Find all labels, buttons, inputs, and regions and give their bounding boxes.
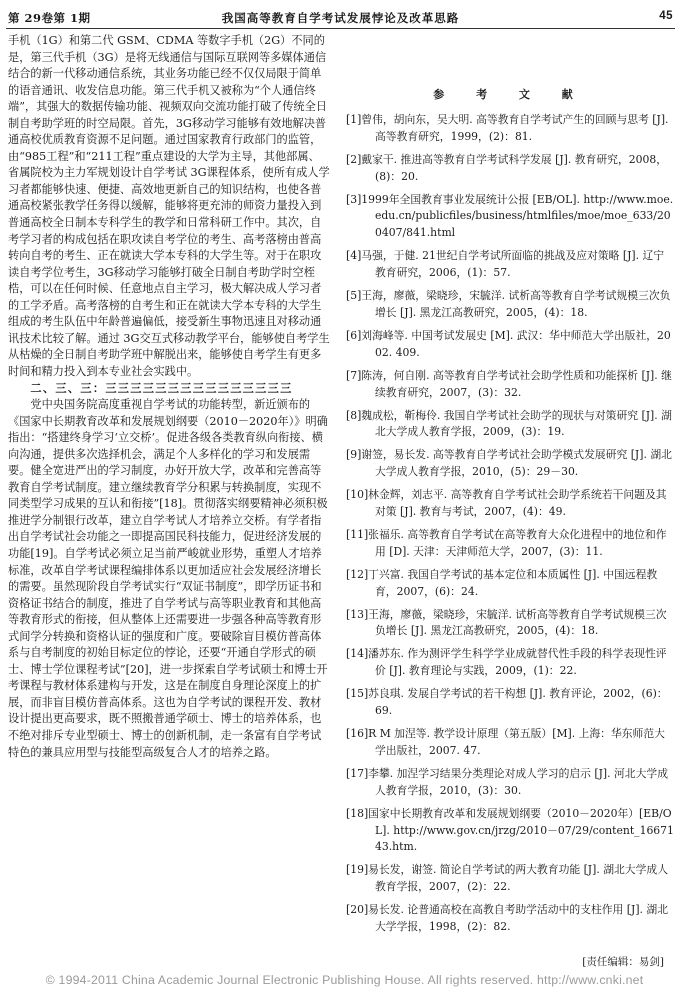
- reference-item: [10]林金辉，刘志平. 高等教育自学考试社会助学系统若干问题及其对策 [J]. 教育与考试，2007，(4)：49.: [346, 488, 667, 519]
- article-title: 我国高等教育自学考试发展悖论及改革思路: [221, 11, 460, 25]
- body-text-column: [8, 33, 330, 761]
- body-paragraph: 手机（1G）和第二代 GSM、CDMA 等数字手机（2G）不同的是，第三代手机（3G）是将无线通信与国际互联网等多媒体通信结合的新一代移动通信系统，其业务功能已经不仅仅局限于简单的语音通讯、收发信息功能。第三代手机又被称为“个人通信终端”，其强大的数据传输功能、视频双向交流功能打破了传统全日制自考助学班的时空局限。首先，3G移动学习能够有效地解决普通高校优质教育资源不足问题。通过国家教育行政部门的监管，由“985工程”和“211工程”重点建设的大学为主导，其他部属、省属院校为主力军规划设计自学考试 3G课程体系，使所有成人学习者都能够快速、便捷、高效地更新自己的知识结构，也使各普通高校紧张教学任务得以缓解，能够将更充沛的师资力量投入到普通高校全日制本专科学生的教学和日常科研工作中。其次，自考学习者的构成包括在职攻读自考学位的考生、高考落榜由普高转向自考的考生、正在就读大学本专科的大学生等。对于在职攻读自考学位考生，3G移动学习能够打破全日制自考助学时空桎梏，可以在任何时候、任意地点自主学习，极大解决成人学习者的工学矛盾。高考落榜的自考生和正在就读大学本专科的大学生组成的考生队伍中年龄普遍偏低，接受新生事物迅速且对移动通讯技术比较了解。通过 3G交互式移动教学平台，能够使自考学生从枯燥的全日制自考助学班中解脱出来，能够使自考学生有更多时间和精力投入到本专业社会实践中。: [8, 34, 330, 378]
- reference-item: [7]陈涛，何自刚. 高等教育自学考试社会助学性质和功能探析 [J]. 继续教育研究，2007，(3)：32.: [346, 368, 672, 399]
- reference-item: [8]魏成松，靳梅伶. 我国自学考试社会助学的现状与对策研究 [J]. 湖北大学成人教育学报，2009，(3)：19.: [346, 408, 672, 439]
- reference-item: [5]王海，廖薇，梁晓珍，宋毓洋. 试析高等教育自学考试规模三次负增长 [J]. 黑龙江高教研究，2005，(4)：18.: [346, 289, 671, 319]
- reference-item: [18]国家中长期教育改革和发展规划纲要（2010－2020年）[EB/OL]. http://www.gov.cn/jrzg/2010－07/29/content_1667143.htm.: [346, 806, 674, 854]
- references-title: 参 考 文 献: [433, 88, 587, 101]
- section-heading: 二、三、三：三三三三三三三三三三三三三三三: [30, 381, 293, 396]
- page-number: 45: [659, 10, 673, 22]
- reference-item: [13]王海，廖薇，梁晓珍，宋毓洋. 试析高等教育自学考试规模三次负增长 [J]. 黑龙江高教研究，2005，(4)：18.: [346, 607, 667, 638]
- copyright-footer: © 1994-2011 China Academic Journal Electronic Publishing House. All rights reserved. http://www.cnki.net: [45, 973, 644, 987]
- reference-item: [9]谢签，易长发. 高等教育自学考试社会助学模式发展研究 [J]. 湖北大学成人教育学报，2010，(5)：29－30.: [346, 448, 672, 479]
- reference-item: [20]易长发. 论普通高校在高教自考助学活动中的支柱作用 [J]. 湖北大学学报，1998，(2)：82.: [346, 903, 668, 934]
- journal-volume: 第 29卷第 1期: [8, 11, 91, 25]
- reference-list: [346, 112, 674, 936]
- reference-item: [15]苏良琪. 发展自学考试的若干构想 [J]. 教育评论，2002，(6)：69.: [346, 687, 668, 718]
- reference-item: [16]R M 加涅等. 教学设计原理（第五版）[M]. 上海：华东师范大学出版社，2007. 47.: [346, 727, 665, 757]
- header-rule: [6, 28, 675, 29]
- reference-item: [2]戴家干. 推进高等教育自学考试科学发展 [J]. 教育研究，2008，(8)：20.: [346, 152, 668, 183]
- body-paragraph: 党中央国务院高度重视自学考试的功能转型，新近颁布的《国家中长期教育改革和发展规划纲要（2010－2020年）》明确指出：“搭建终身学习‘立交桥’。促进各级各类教育纵向衔接、横向沟通，提供多次选择机会，满足个人多样化的学习和发展需要。健全宽进严出的学习制度，办好开放大学，改革和完善高等教育自学考试制度。建立继续教育学分积累与转换制度，实现不同类型学习成果的互认和衔接”[18]。贯彻落实纲要精神必须积极推进学分制银行改革，建立自学考试人才培养立交桥。有学者指出自学考试社会功能之一即提高国民科技能力，促进经济发展的功能[19]。自学考试必须立足当前严峻就业形势，重塑人才培养标准，改革自学考试课程编排体系以更加适应社会发展经济增长的需要。虽然现阶段自学考试实行“双证书制度”，即学历证书和资格证书结合的制度，推进了自学考试与高等职业教育和其他高等教育形式的衔接，但从整体上还需要进一步强各种高等教育形式间学分转换和资格认证的强度和广度。要破除盲目模仿普高体系与自考制度的初始目标定位的悖论，还要“开通自学形式的硕士、博士学位课程考试”[20]，进一步探索自学考试硕士和博士开考课程与教材体系建构与开发，这是在制度自身理论深度上的扩展，而非盲目模仿普高体系。这也为自学考试的课程开发、教材设计提出更高要求，既不照搬普通学硕士、博士的培养体系，也不绝对排斥专业型硕士、博士的创新机制，走一条富有自学考试特色的兼具应用型与技能型高级复合人才的培养之路。: [8, 398, 328, 759]
- reference-item: [17]李攀. 加涅学习结果分类理论对成人学习的启示 [J]. 河北大学成人教育学报，2010，(3)：30.: [346, 766, 668, 797]
- reference-item: [4]马强，于健. 21世纪自学考试所面临的挑战及应对策略 [J]. 辽宁教育研究，2006，(1)：57.: [346, 249, 665, 280]
- reference-item: [19]易长发，谢签. 简论自学考试的两大教育功能 [J]. 湖北大学成人教育学报，2007，(2)：22.: [346, 863, 668, 894]
- reference-item: [12]丁兴富. 我国自学考试的基本定位和本质属性 [J]. 中国远程教育，2007，(6)：24.: [346, 567, 658, 598]
- running-header: [8, 4, 673, 28]
- reference-item: [14]潘苏东. 作为测评学生科学学业成就替代性手段的科学表现性评价 [J]. 教育理论与实践，2009，(1)：22.: [346, 647, 667, 678]
- editor-note: [责任编辑：易剑]: [582, 955, 664, 968]
- reference-item: [3]1999年全国教育事业发展统计公报 [EB/OL]. http://www.moe.edu.cn/publicfiles/business/htmlfiles/moe/moe_633/200407/841.html: [346, 192, 674, 240]
- reference-item: [11]张福乐. 高等教育自学考试在高等教育大众化进程中的地位和作用 [D]. 天津：天津师范大学，2007，(3)：11.: [346, 527, 667, 558]
- references-column: [346, 33, 674, 971]
- reference-item: [1]曾伟，胡向东，吴大明. 高等教育自学考试产生的回顾与思考 [J]. 高等教育研究，1999，(2)：81.: [346, 112, 669, 143]
- reference-item: [6]刘海峰等. 中国考试发展史 [M]. 武汉：华中师范大学出版社，2002. 409.: [346, 328, 671, 359]
